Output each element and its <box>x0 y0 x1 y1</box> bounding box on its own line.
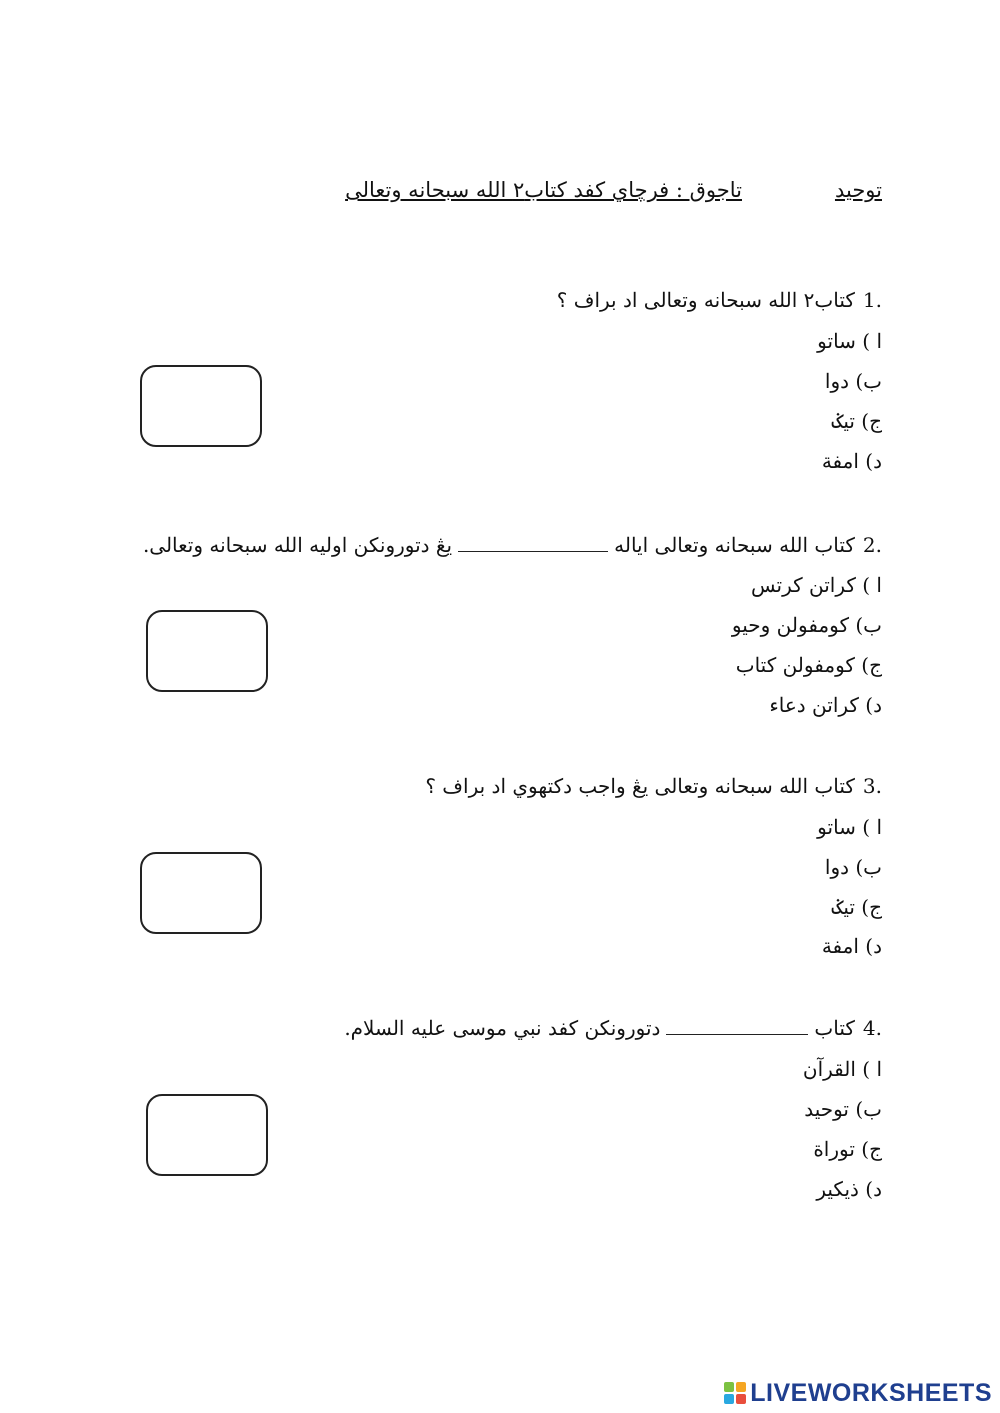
option-d: د) ذيكير <box>816 1177 882 1201</box>
answer-box-1[interactable] <box>140 365 262 447</box>
option-b: ب) كومفولن وحيو <box>731 613 882 637</box>
option-b: ب) توحيد <box>804 1097 882 1121</box>
option-c: ج) تيݢ <box>831 895 882 919</box>
logo-text: LIVEWORKSHEETS <box>750 1378 992 1407</box>
answer-box-2[interactable] <box>146 610 268 692</box>
fill-blank <box>458 550 608 552</box>
question-1 <box>557 288 882 312</box>
option-c: ج) تيݢ <box>831 409 882 433</box>
option-b: ب) دوا <box>824 855 882 879</box>
option-b: ب) دوا <box>824 369 882 393</box>
question-number: .2 <box>862 533 882 557</box>
option-a: ا ) كراتن كرتس <box>751 573 882 597</box>
option-c: ج) توراة <box>813 1137 882 1161</box>
question-number: .3 <box>862 774 882 798</box>
question-3 <box>425 774 882 798</box>
question-text-before: كتاب الله سبحانه وتعالى اياله <box>614 533 855 557</box>
fill-blank <box>666 1033 808 1035</box>
option-a: ا ) ساتو <box>817 329 882 353</box>
question-text-before: كتاب <box>814 1016 855 1040</box>
option-d: د) امفة <box>821 934 882 958</box>
topic-title: تاجوق : فرچاي كفد كتاب٢ الله سبحانه وتعالى <box>345 178 742 202</box>
logo-mark-icon <box>724 1382 746 1404</box>
option-a: ا ) ساتو <box>817 815 882 839</box>
question-2 <box>143 533 882 557</box>
subject-heading: توحيد <box>834 178 882 202</box>
question-number: .4 <box>862 1016 882 1040</box>
question-4 <box>344 1016 882 1040</box>
question-number: .1 <box>862 288 882 312</box>
option-d: د) كراتن دعاء <box>769 693 882 717</box>
question-text-after: يڠ دتورونكن اوليه الله سبحانه وتعالى. <box>142 533 453 557</box>
question-text: كتاب الله سبحانه وتعالى يڠ واجب دكتهوي اد براف ؟ <box>425 774 855 798</box>
answer-box-3[interactable] <box>140 852 262 934</box>
question-text: كتاب٢ الله سبحانه وتعالى اد براف ؟ <box>556 288 855 312</box>
answer-box-4[interactable] <box>146 1094 268 1176</box>
option-a: ا ) القرآن <box>802 1057 882 1081</box>
liveworksheets-logo <box>724 1379 992 1407</box>
question-text-after: دتورونكن كفد نبي موسى عليه السلام. <box>344 1016 661 1040</box>
option-c: ج) كومفولن كتاب <box>735 653 882 677</box>
option-d: د) امفة <box>821 449 882 473</box>
